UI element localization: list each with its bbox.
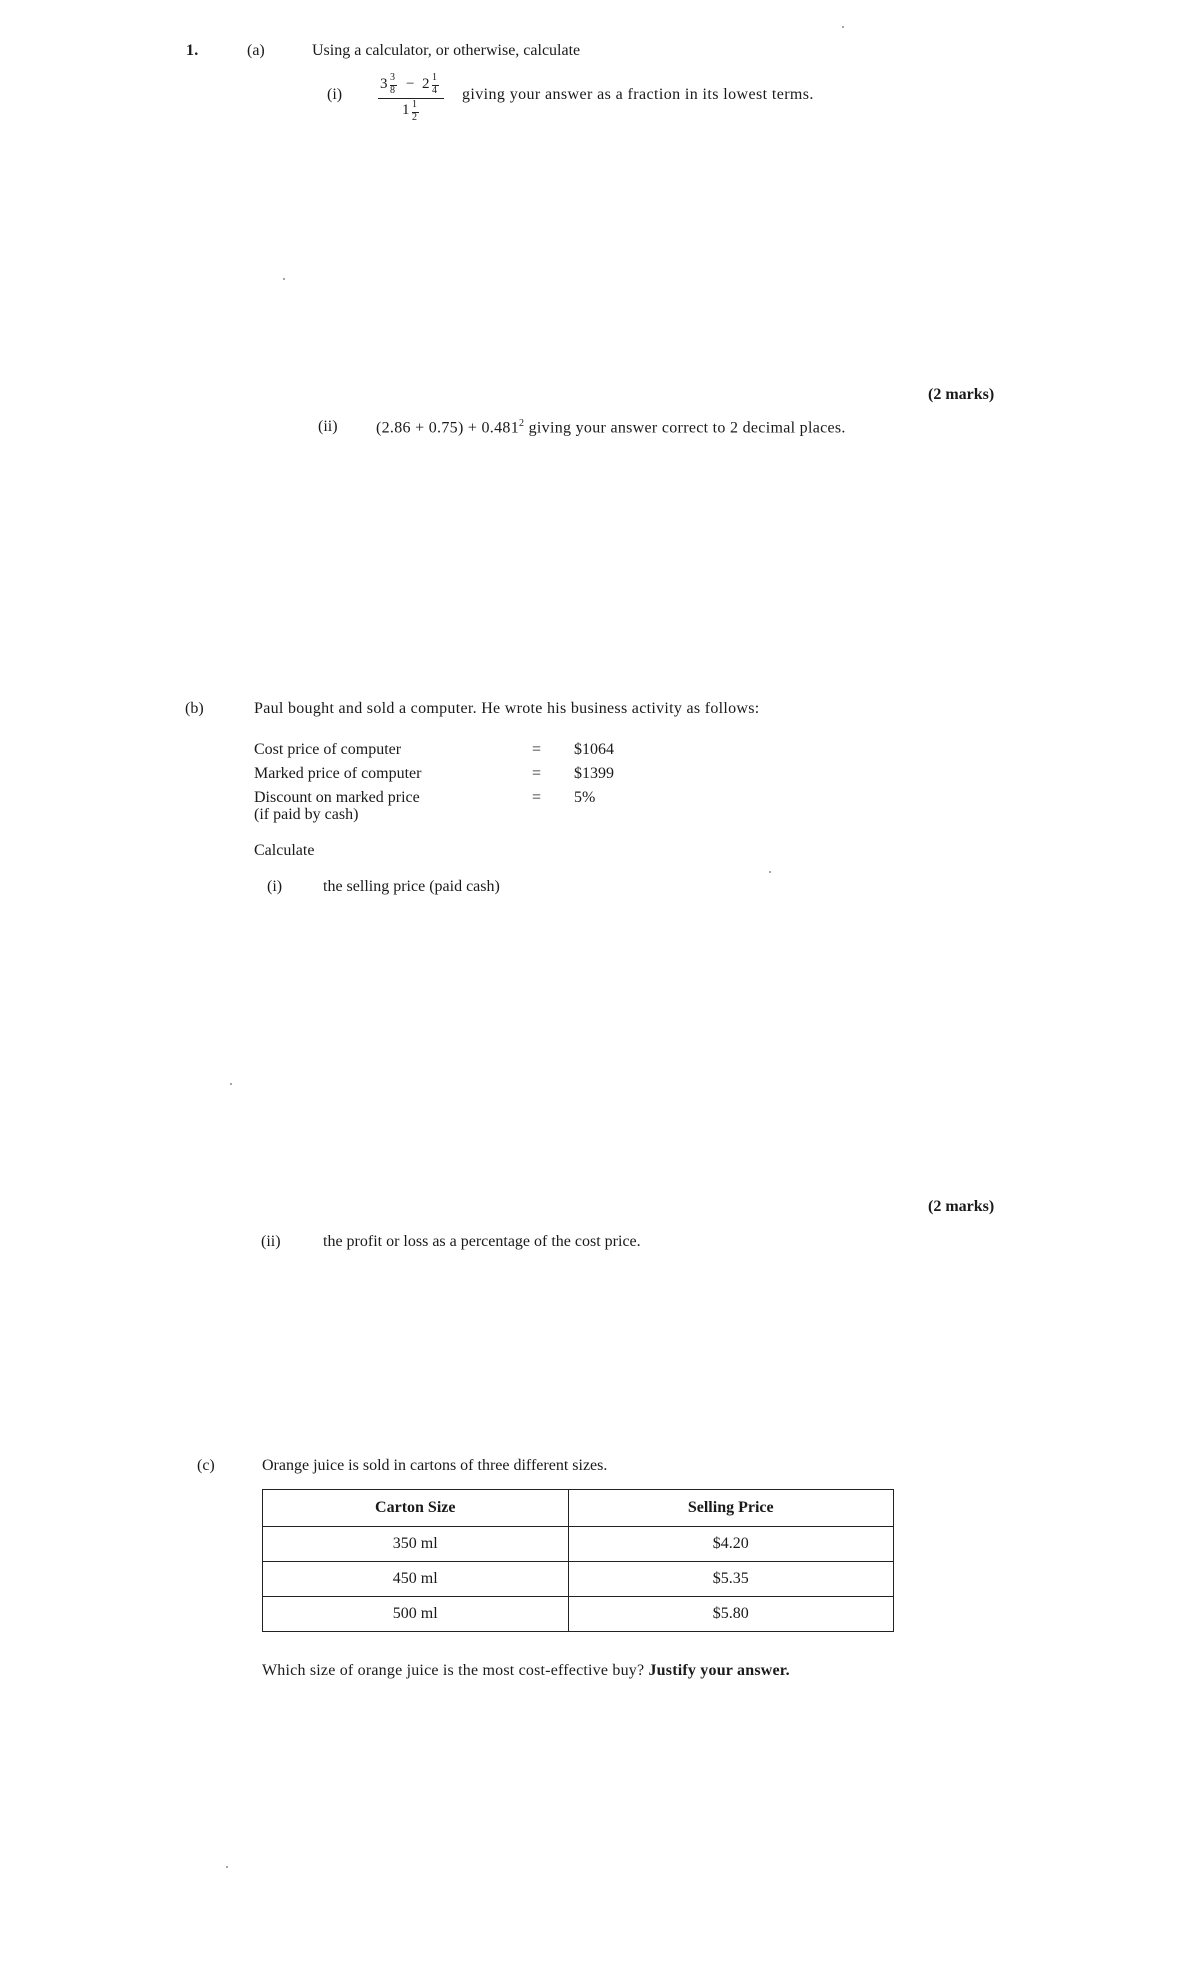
part-a-ii-expression	[376, 418, 846, 437]
selling-price-cell: $5.80	[568, 1597, 894, 1632]
part-b-intro: Paul bought and sold a computer. He wrote his business activity as follows:	[254, 700, 760, 717]
discount-equals: =	[532, 789, 542, 806]
part-c-intro: Orange juice is sold in cartons of three different sizes.	[262, 1457, 608, 1474]
part-c-label: (c)	[197, 1457, 215, 1474]
part-b-i-label: (i)	[267, 878, 283, 895]
question-number: 1.	[186, 42, 199, 59]
frac-num-left-den: 8	[390, 85, 395, 96]
fraction-expression	[378, 70, 458, 128]
frac-den-den: 2	[412, 112, 417, 123]
cost-price-value: $1064	[574, 741, 614, 758]
scan-speck	[226, 1866, 228, 1868]
table-row	[263, 1562, 894, 1597]
part-a-ii-label: (ii)	[318, 418, 338, 435]
part-b-i-text: the selling price (paid cash)	[323, 878, 500, 895]
discount-note: (if paid by cash)	[254, 806, 359, 823]
part-a-ii-exponent: 2	[519, 418, 525, 429]
carton-size-cell: 500 ml	[263, 1597, 569, 1632]
frac-num-left-whole: 3	[380, 76, 388, 92]
part-b-i-marks: (2 marks)	[928, 1198, 995, 1215]
frac-num-left-num: 3	[390, 72, 395, 83]
marked-price-equals: =	[532, 765, 542, 782]
table-row	[263, 1527, 894, 1562]
marked-price-label: Marked price of computer	[254, 765, 422, 782]
carton-size-cell: 450 ml	[263, 1562, 569, 1597]
part-a-i-marks: (2 marks)	[928, 386, 995, 403]
frac-num-right-whole: 2	[422, 76, 430, 92]
scan-speck	[769, 871, 771, 873]
frac-num-right-den: 4	[432, 85, 437, 96]
price-table-header-row	[263, 1490, 894, 1527]
discount-value: 5%	[574, 789, 596, 806]
part-a-ii-expr: (2.86 + 0.75) + 0.481	[376, 419, 520, 437]
scan-speck	[842, 26, 844, 28]
part-c-question	[262, 1662, 790, 1680]
part-b-ii-label: (ii)	[261, 1233, 281, 1250]
frac-den-num: 1	[412, 99, 417, 110]
frac-num-right-num: 1	[432, 72, 437, 83]
part-a-label: (a)	[247, 42, 265, 59]
cost-price-label: Cost price of computer	[254, 741, 402, 758]
part-a-ii-text: giving your answer correct to 2 decimal places.	[524, 419, 846, 437]
cost-price-equals: =	[532, 741, 542, 758]
part-a-intro: Using a calculator, or otherwise, calculate	[312, 42, 581, 59]
part-a-i-label: (i)	[327, 86, 343, 103]
calculate-label: Calculate	[254, 842, 315, 859]
part-b-ii-text: the profit or loss as a percentage of the cost price.	[323, 1233, 641, 1250]
selling-price-cell: $4.20	[568, 1527, 894, 1562]
marked-price-value: $1399	[574, 765, 614, 782]
scan-speck	[283, 278, 285, 280]
part-a-i-text: giving your answer as a fraction in its lowest terms.	[462, 86, 814, 103]
part-b-label: (b)	[185, 700, 204, 717]
part-c-question-text: Which size of orange juice is the most cost-effective buy?	[262, 1662, 649, 1679]
frac-den-whole: 1	[402, 102, 410, 118]
col-header-selling-price: Selling Price	[568, 1490, 894, 1527]
price-table	[262, 1489, 894, 1632]
scan-speck	[230, 1083, 232, 1085]
col-header-carton-size: Carton Size	[263, 1490, 569, 1527]
discount-label: Discount on marked price	[254, 789, 420, 806]
carton-size-cell: 350 ml	[263, 1527, 569, 1562]
part-c-question-bold: Justify your answer.	[648, 1662, 790, 1679]
selling-price-cell: $5.35	[568, 1562, 894, 1597]
table-row	[263, 1597, 894, 1632]
frac-minus: −	[406, 76, 415, 92]
